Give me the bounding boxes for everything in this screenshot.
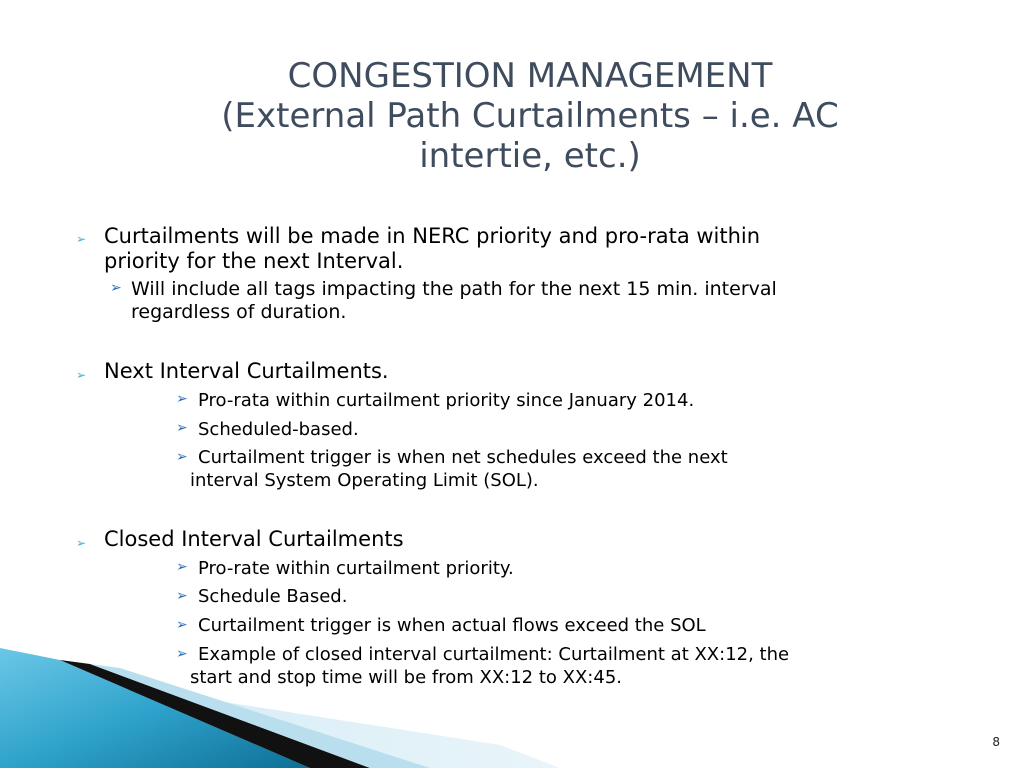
bullet-1-sub-1-line-2: regardless of duration.: [131, 301, 347, 323]
bullet-1-line-1: Curtailments will be made in NERC priority and pro-rata within: [104, 224, 761, 248]
bullet-1-line-2: priority for the next Interval.: [104, 249, 404, 273]
bullet-2-sub-3-line-1: Curtailment trigger is when net schedules exceed the next: [198, 447, 728, 468]
bullet-2-sub-3-line-2: interval System Operating Limit (SOL).: [190, 470, 539, 491]
bullet-2-text: Next Interval Curtailments.: [104, 359, 389, 383]
bullet-3-sub-4-line-2: start and stop time will be from XX:12 to XX:45.: [190, 667, 622, 688]
bullet-2-sub-1: Pro-rata within curtailment priority since January 2014.: [198, 390, 695, 411]
title-line-1: CONGESTION MANAGEMENT: [287, 56, 773, 96]
sub-bullet-arrow-icon: ➢: [176, 588, 188, 604]
bullet-1-sub-1-line-1: Will include all tags impacting the path for the next 15 min. interval: [131, 278, 777, 300]
sub-bullet-arrow-icon: ➢: [176, 391, 188, 407]
page-number: 8: [992, 735, 1000, 749]
sub-bullet-arrow-icon: ➢: [176, 420, 188, 436]
title-line-2: (External Path Curtailments – i.e. AC: [221, 96, 839, 136]
sub-bullet-arrow-icon: ➢: [176, 617, 188, 633]
bullet-arrow-icon: ➢: [76, 536, 87, 550]
sub-bullet-arrow-icon: ➢: [176, 559, 188, 575]
bullet-arrow-icon: ➢: [76, 232, 87, 246]
sub-bullet-arrow-icon: ➢: [176, 646, 188, 662]
bullet-3-sub-3: Curtailment trigger is when actual flows exceed the SOL: [198, 615, 706, 636]
bullet-arrow-icon: ➢: [76, 368, 87, 382]
bullet-3-sub-4-line-1: Example of closed interval curtailment: Curtailment at XX:12, the: [198, 644, 790, 665]
sub-bullet-arrow-icon: ➢: [110, 280, 122, 296]
bullet-2-sub-2: Scheduled-based.: [198, 419, 359, 440]
bullet-3-text: Closed Interval Curtailments: [104, 527, 404, 551]
bullet-3-sub-1: Pro-rate within curtailment priority.: [198, 558, 514, 579]
bullet-3-sub-2: Schedule Based.: [198, 586, 348, 607]
title-line-3: intertie, etc.): [419, 136, 641, 176]
sub-bullet-arrow-icon: ➢: [176, 449, 188, 465]
